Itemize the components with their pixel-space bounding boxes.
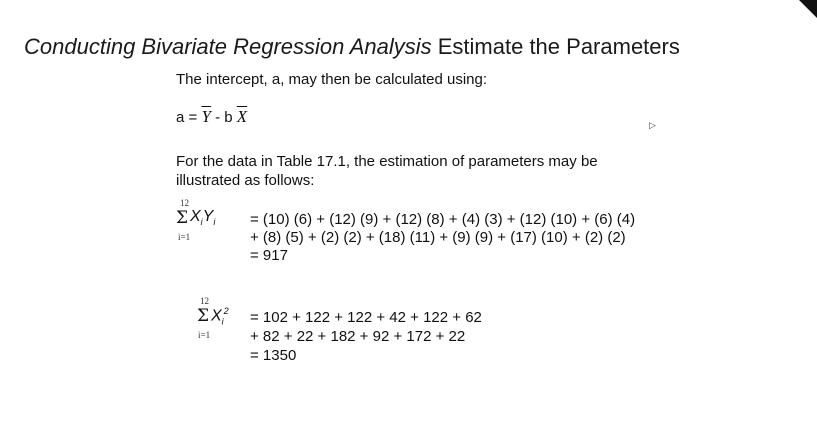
intercept-mid: - b (215, 109, 233, 126)
sum-xy-line2: + (8) (5) + (2) (2) + (18) (11) + (9) (9) + (17) (10) + (2) (2) (250, 229, 626, 246)
corner-shape-icon (799, 0, 817, 18)
data-intro-line2: illustrated as follows: (176, 172, 315, 189)
intercept-lhs: a = (176, 109, 198, 126)
slide-title (24, 34, 680, 60)
x-bar: $\overline{X}$ (236, 107, 248, 126)
sum-x2-sup: 2 (223, 306, 229, 316)
sum-xy-term (190, 208, 215, 227)
sum-xy-y: Y (202, 208, 214, 225)
sum-x2-line3: = 1350 (250, 347, 297, 364)
sum-x2-x: X (211, 307, 222, 325)
sum-x2-sigma: Σ (197, 306, 210, 326)
sum-xy-line3: = 917 (250, 247, 288, 264)
sum-xy-x: X (190, 208, 201, 225)
sum-xy-sigma: Σ (176, 208, 189, 228)
y-bar: $\overline{Y}$ (201, 107, 211, 126)
sum-x2-line2: + 82 + 22 + 182 + 92 + 172 + 22 (250, 328, 466, 345)
sum-x2-term (211, 306, 229, 327)
intercept-intro: The intercept, a, may then be calculated using: (176, 71, 488, 88)
slide-title-regular: Estimate the Parameters (437, 34, 680, 59)
slide-title-italic: Conducting Bivariate Regression Analysis (24, 34, 432, 59)
sum-xy-y-sub: i (213, 217, 216, 228)
sum-xy-lower: i=1 (178, 232, 191, 242)
sum-x2-line1: = 102 + 122 + 122 + 42 + 122 + 62 (250, 309, 482, 326)
mouse-pointer-icon: ▷ (649, 120, 656, 130)
sum-x2-lower: i=1 (198, 330, 211, 340)
intercept-formula (176, 107, 247, 127)
sum-xy-upper: 12 (180, 198, 189, 208)
sum-x2-x-sub: i (221, 316, 224, 327)
sum-x2-upper: 12 (200, 296, 209, 306)
data-intro-line1: For the data in Table 17.1, the estimation of parameters may be (176, 153, 598, 170)
sum-xy-x-sub: i (200, 217, 203, 228)
sum-xy-line1: = (10) (6) + (12) (9) + (12) (8) + (4) (3) + (12) (10) + (6) (4) (250, 211, 636, 228)
